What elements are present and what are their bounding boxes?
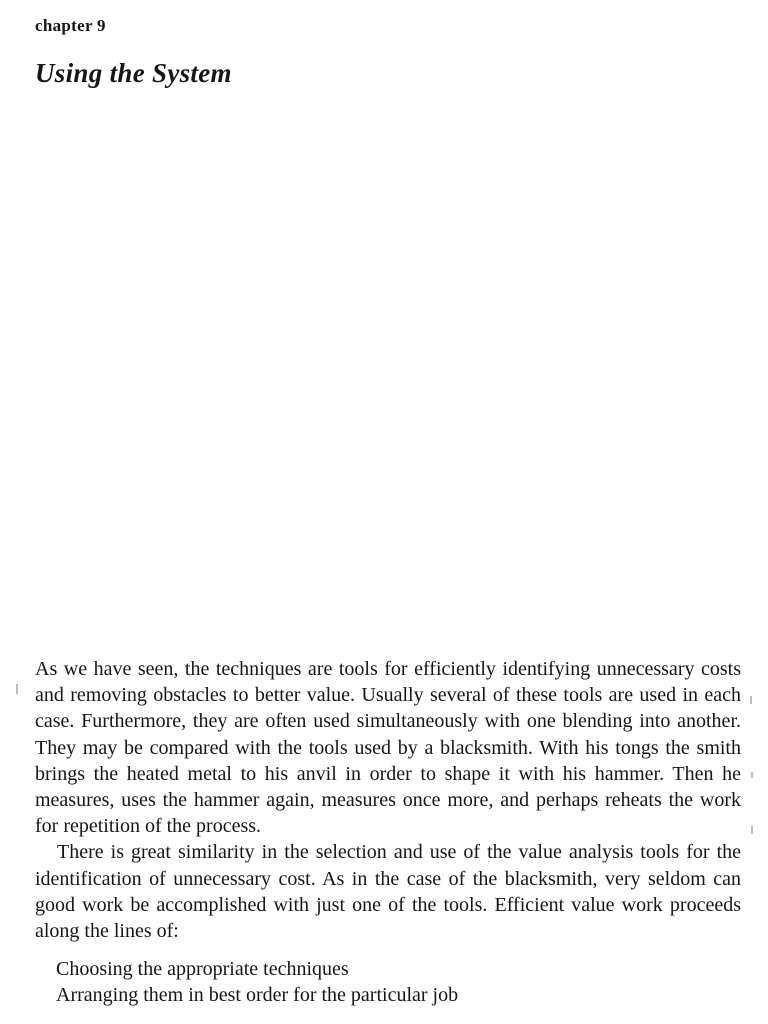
scan-margin-mark bbox=[751, 772, 753, 778]
list-item: Arranging them in best order for the particular job bbox=[56, 984, 459, 1007]
technique-list bbox=[35, 956, 741, 1008]
paragraph-2: There is great similarity in the selection and use of the value analysis tools for the identification of unnecessary cost. As in the case of the blacksmith, very seldom can good work be accomplished with just one of the tools. Efficient value work proceeds along the lines of: bbox=[35, 841, 741, 943]
chapter-label: chapter 9 bbox=[35, 16, 106, 35]
chapter-title: Using the System bbox=[35, 58, 232, 88]
scan-margin-mark bbox=[16, 684, 18, 694]
list-item: Choosing the appropriate techniques bbox=[56, 958, 349, 981]
paragraph-1: As we have seen, the techniques are tools for efficiently identifying unnecessary costs and removing obstacles to better value. Usually several of these tools are used in each case. Furthermore, they are often used simultaneously with one blending into another. They may be compared with the tools used by a blacksmith. With his tongs the smith brings the heated metal to his anvil in order to shape it with his hammer. Then he measures, uses the hammer again, measures once more, and perhaps reheats the work for repetition of the process. bbox=[35, 658, 741, 838]
scan-margin-mark bbox=[750, 696, 752, 704]
scan-margin-mark bbox=[751, 826, 753, 834]
body-text bbox=[35, 656, 741, 1009]
